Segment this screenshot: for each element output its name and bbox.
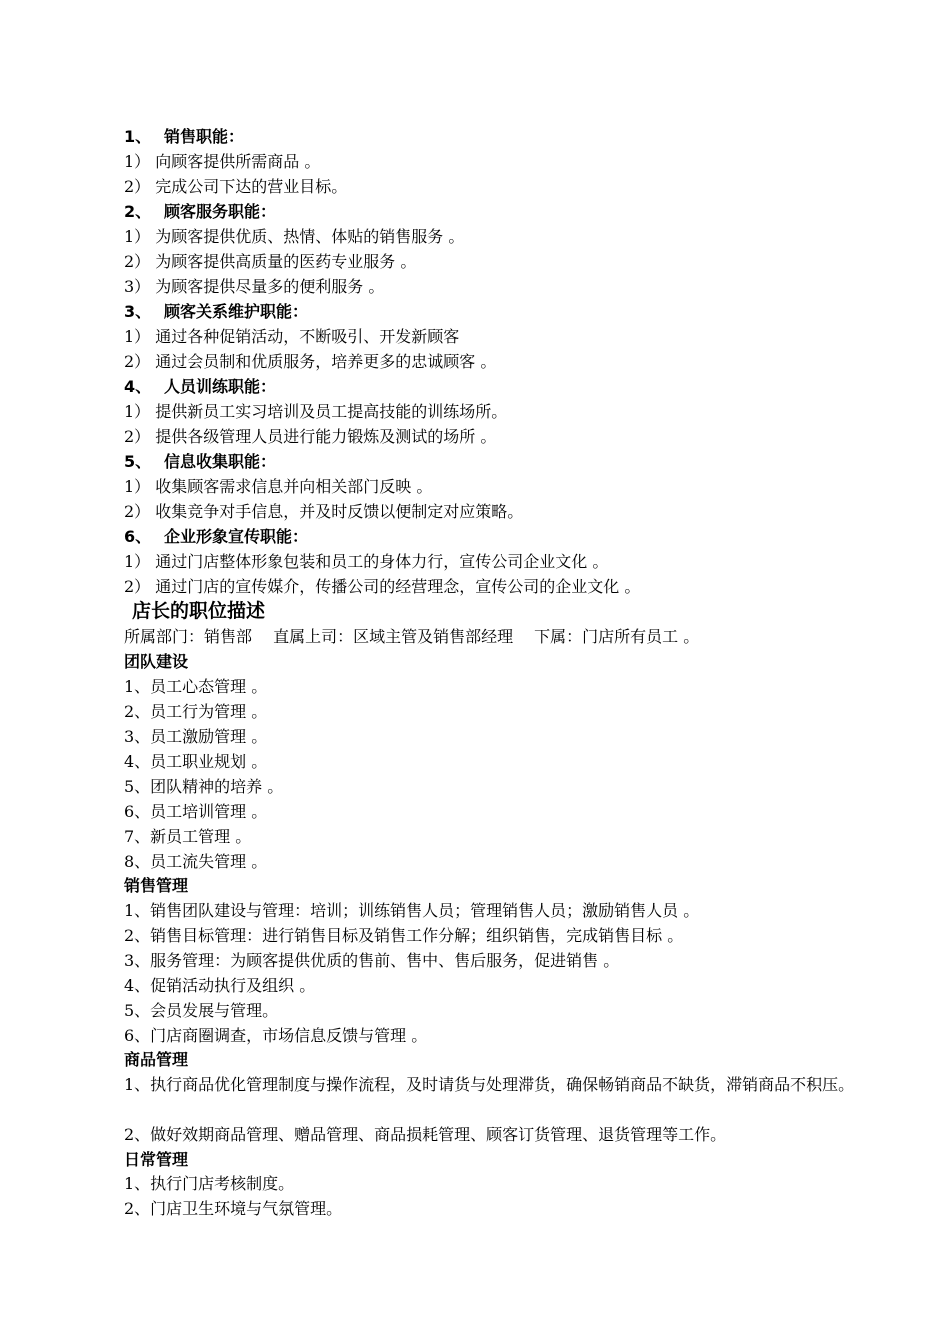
list-item: 2） 为顾客提供高质量的医药专业服务 。 [124, 252, 417, 271]
list-item: 1） 提供新员工实习培训及员工提高技能的训练场所。 [124, 402, 508, 421]
list-item: 1） 收集顾客需求信息并向相关部门反映 。 [124, 477, 433, 496]
list-item: 3、服务管理：为顾客提供优质的售前、售中、售后服务，促进销售 。 [124, 951, 620, 970]
list-item: 4、员工职业规划 。 [124, 752, 268, 771]
paragraph: 1、执行商品优化管理制度与操作流程，及时请货与处理滞货，确保畅销商品不缺货，滞销商品不积压。 [124, 1075, 855, 1094]
job-meta: 所属部门：销售部 直属上司：区域主管及销售部经理 下属：门店所有员工 。 [124, 627, 700, 646]
section-heading: 2、 顾客服务职能： [124, 202, 277, 221]
list-item: 6、员工培训管理 。 [124, 802, 268, 821]
section-heading: 4、 人员训练职能： [124, 377, 277, 396]
list-item: 3） 为顾客提供尽量多的便利服务 。 [124, 277, 385, 296]
list-item: 2、员工行为管理 。 [124, 702, 268, 721]
list-item: 1、执行门店考核制度。 [124, 1174, 295, 1193]
list-item: 4、促销活动执行及组织 。 [124, 976, 316, 995]
list-item: 2） 通过门店的宣传媒介，传播公司的经营理念，宣传公司的企业文化 。 [124, 577, 641, 596]
list-item: 2、门店卫生环境与气氛管理。 [124, 1199, 343, 1218]
list-item: 1） 向顾客提供所需商品 。 [124, 152, 321, 171]
list-item: 3、员工激励管理 。 [124, 727, 268, 746]
list-item: 2、销售目标管理：进行销售目标及销售工作分解；组织销售，完成销售目标 。 [124, 926, 684, 945]
section-heading-goods: 商品管理 [124, 1050, 189, 1069]
list-item: 2） 提供各级管理人员进行能力锻炼及测试的场所 。 [124, 427, 497, 446]
list-item: 2） 完成公司下达的营业目标。 [124, 177, 348, 196]
list-item: 2） 收集竞争对手信息，并及时反馈以便制定对应策略。 [124, 502, 524, 521]
section-heading-daily: 日常管理 [124, 1150, 189, 1169]
job-title: 店长的职位描述 [132, 600, 266, 622]
list-item: 5、会员发展与管理。 [124, 1001, 279, 1020]
list-item: 1、员工心态管理 。 [124, 677, 268, 696]
list-item: 6、门店商圈调查，市场信息反馈与管理 。 [124, 1026, 428, 1045]
list-item: 7、新员工管理 。 [124, 827, 252, 846]
list-item: 1） 通过各种促销活动，不断吸引、开发新顾客 [124, 327, 460, 346]
list-item: 1、销售团队建设与管理：培训；训练销售人员；管理销售人员；激励销售人员 。 [124, 901, 700, 920]
paragraph: 2、做好效期商品管理、赠品管理、商品损耗管理、顾客订货管理、退货管理等工作。 [124, 1125, 727, 1144]
section-heading: 6、 企业形象宣传职能： [124, 527, 309, 546]
section-heading-team: 团队建设 [124, 652, 189, 671]
list-item: 1） 通过门店整体形象包装和员工的身体力行，宣传公司企业文化 。 [124, 552, 609, 571]
list-item: 2） 通过会员制和优质服务，培养更多的忠诚顾客 。 [124, 352, 497, 371]
section-heading: 3、 顾客关系维护职能： [124, 302, 309, 321]
list-item: 8、员工流失管理 。 [124, 852, 268, 871]
section-heading: 5、 信息收集职能： [124, 452, 277, 471]
section-heading: 1、 销售职能： [124, 127, 245, 146]
section-heading-sales: 销售管理 [124, 876, 189, 895]
list-item: 5、团队精神的培养 。 [124, 777, 284, 796]
list-item: 1） 为顾客提供优质、热情、体贴的销售服务 。 [124, 227, 465, 246]
